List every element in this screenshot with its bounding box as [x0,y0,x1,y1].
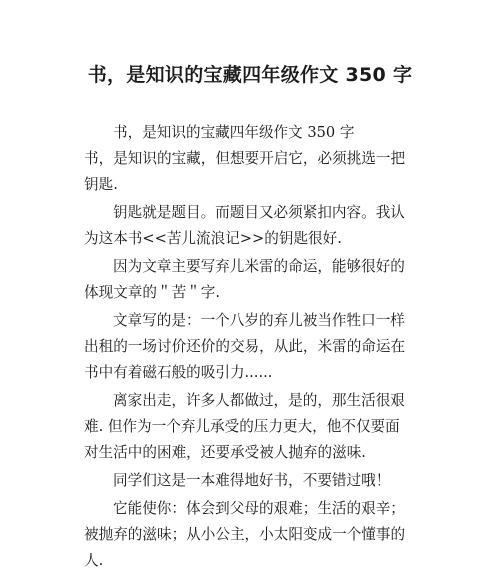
text-line: 因为文章主要写弃儿米雷的命运，能够很好的 [113,258,405,275]
text-line: 书，是知识的宝藏四年级作文 350 字 [113,124,355,141]
text-line: 对生活中的困难，还要承受被人抛弃的滋味. [84,444,366,461]
text-line: 被抛弃的滋味；从小公主，小太阳变成一个懂事的 [84,526,406,543]
text-line: 书中有着磁石般的吸引力...... [84,364,273,381]
text-line: 为这本书<<苦儿流浪记>>的钥匙很好. [84,230,342,247]
page-title: 书，是知识的宝藏四年级作文 350 字 [87,64,413,86]
article-body [84,120,424,574]
text-line: 文章写的是：一个八岁的弃儿被当作牲口一样 [113,312,405,329]
text-line: 它能使你：体会到父母的艰难；生活的艰辛； [113,500,405,517]
text-line: 离家出走，许多人都做过，是的，那生活很艰 [113,392,405,409]
text-line: 同学们这是一本难得地好书，不要错过哦！ [113,472,391,489]
text-line: 出租的一场讨价还价的交易，从此，米雷的命运在 [84,338,406,355]
text-line: 钥匙就是题目。而题目又必须紧扣内容。我认 [113,204,405,221]
text-line: 钥匙. [84,176,118,193]
text-line: 难. 但作为一个弃儿承受的压力更大，他不仅要面 [84,418,400,435]
text-line: 人. [84,552,104,569]
text-line: 体现文章的＂苦＂字. [84,284,220,301]
text-line: 书，是知识的宝藏，但想要开启它，必须挑选一把 [84,150,406,167]
